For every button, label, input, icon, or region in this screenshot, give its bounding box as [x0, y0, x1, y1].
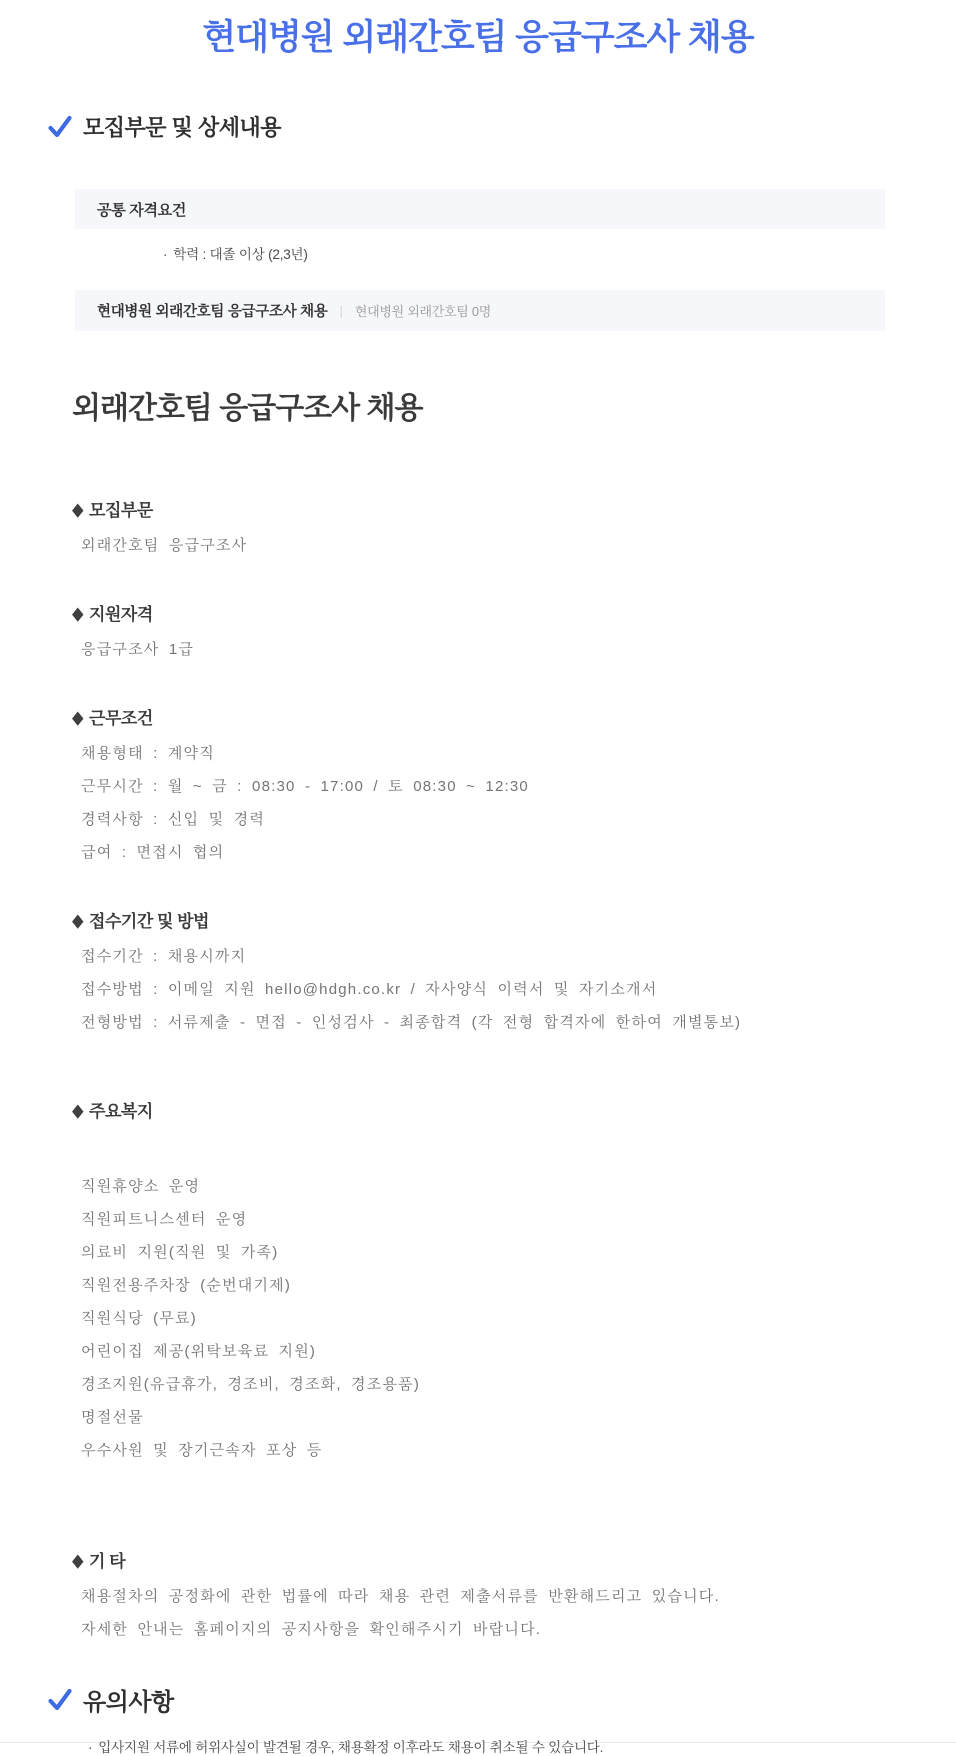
diamond-icon: ◆	[72, 602, 84, 624]
section-lines	[72, 1587, 956, 1640]
bullet-icon: ·	[163, 247, 168, 262]
section-lines	[72, 1137, 956, 1461]
detail-line: 접수기간 : 채용시까지	[81, 948, 247, 965]
bullet-icon: ·	[88, 1740, 93, 1755]
detail-line: 응급구조사 1급	[81, 641, 195, 658]
detail-line: 근무시간 : 월 ~ 금 : 08:30 - 17:00 / 토 08:30 ~ 12:30	[81, 778, 529, 795]
recruit-section-title: 모집부문 및 상세내용	[83, 115, 281, 140]
section-lines	[72, 536, 956, 556]
detail-line: 의료비 지원(직원 및 가족)	[81, 1244, 279, 1261]
detail-line: 전형방법 : 서류제출 - 면접 - 인성검사 - 최종합격 (각 전형 합격자에 한하여 개별통보)	[81, 1014, 742, 1031]
section-qualification	[72, 600, 956, 660]
diamond-icon: ◆	[72, 909, 84, 931]
check-icon	[48, 114, 72, 140]
common-requirements-box	[75, 189, 885, 229]
job-summary-box	[75, 290, 885, 331]
job-summary-headcount: 현대병원 외래간호팀 0명	[354, 304, 492, 319]
section-title: 지원자격	[89, 605, 153, 624]
detail-line: 채용절차의 공정화에 관한 법률에 따라 채용 관련 제출서류를 반환해드리고 있습니다.	[81, 1588, 720, 1605]
common-requirements-title: 공통 자격요건	[97, 201, 187, 219]
notice-text: 입사지원 서류에 허위사실이 발견될 경우, 채용확정 이후라도 채용이 취소될 수 있습니다.	[98, 1740, 604, 1755]
diamond-icon: ◆	[72, 498, 84, 520]
detail-line: 급여 : 면접시 협의	[81, 844, 225, 861]
detail-line: 우수사원 및 장기근속자 포상 등	[81, 1442, 323, 1459]
detail-line: 직원피트니스센터 운영	[81, 1211, 248, 1228]
section-work-conditions	[72, 704, 956, 863]
section-benefits	[72, 1097, 956, 1461]
section-title: 기 타	[89, 1552, 126, 1571]
detail-line: 직원전용주차장 (순번대기제)	[81, 1277, 292, 1294]
recruit-section-header	[0, 111, 956, 142]
detail-line: 경조지원(유급휴가, 경조비, 경조화, 경조용품)	[81, 1376, 421, 1393]
detail-line: 직원식당 (무료)	[81, 1310, 197, 1327]
notice-section-title: 유의사항	[83, 1689, 174, 1716]
detail-line: 어린이집 제공(위탁보육료 지원)	[81, 1343, 317, 1360]
page-title: 현대병원 외래간호팀 응급구조사 채용	[202, 18, 754, 57]
detail-line: 자세한 안내는 홈페이지의 공지사항을 확인해주시기 바랍니다.	[81, 1621, 542, 1638]
check-icon	[48, 1687, 72, 1713]
section-title: 주요복지	[89, 1102, 153, 1121]
detail-sections	[0, 496, 956, 1640]
detail-line: 직원휴양소 운영	[81, 1178, 201, 1195]
section-title: 모집부문	[89, 501, 153, 520]
detail-line: 외래간호팀 응급구조사	[81, 537, 248, 554]
diamond-icon: ◆	[72, 706, 84, 728]
detail-heading: 외래간호팀 응급구조사 채용	[72, 392, 423, 425]
diamond-icon: ◆	[72, 1549, 84, 1571]
recruit-content	[75, 189, 885, 331]
section-lines	[72, 744, 956, 863]
education-requirement-text: 학력 : 대졸 이상 (2,3년)	[173, 247, 308, 262]
detail-line: 접수방법 : 이메일 지원 hello@hdgh.co.kr / 자사양식 이력서 및 자기소개서	[81, 981, 658, 998]
detail-line: 명절선물	[81, 1409, 144, 1426]
detail-line: 채용형태 : 계약직	[81, 745, 215, 762]
section-application	[72, 907, 956, 1033]
education-requirement	[163, 243, 885, 263]
section-lines	[72, 947, 956, 1033]
section-title: 접수기간 및 방법	[89, 912, 209, 931]
detail-line: 경력사항 : 신입 및 경력	[81, 811, 266, 828]
section-etc	[72, 1547, 956, 1640]
section-title: 근무조건	[89, 709, 153, 728]
section-lines	[72, 640, 956, 660]
diamond-icon: ◆	[72, 1099, 84, 1121]
job-summary-title: 현대병원 외래간호팀 응급구조사 채용	[97, 304, 328, 320]
separator-bar: |	[339, 303, 343, 318]
section-recruit-field	[72, 496, 956, 556]
job-posting-page	[0, 16, 956, 1755]
notice-section-header	[0, 1682, 956, 1717]
notice-line	[88, 1736, 956, 1756]
